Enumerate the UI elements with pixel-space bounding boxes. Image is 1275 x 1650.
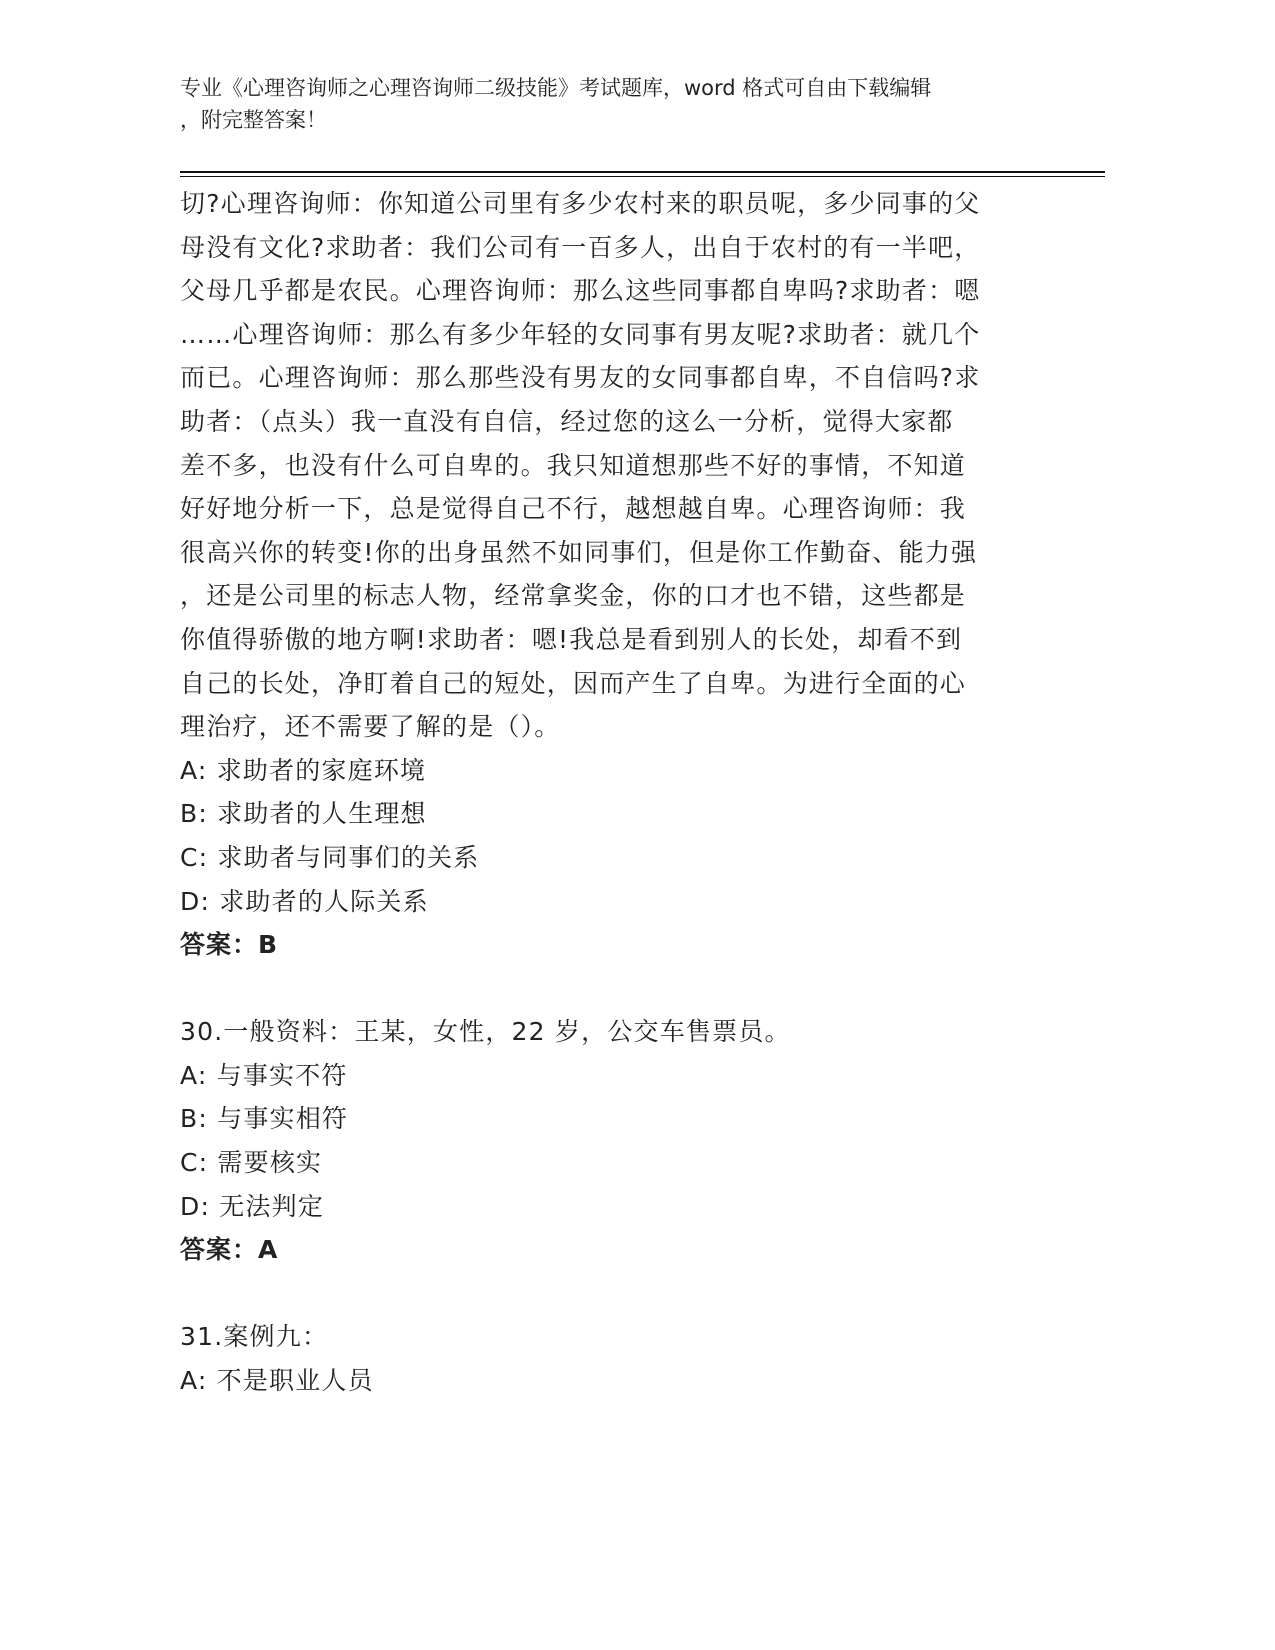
- option-b: B: 求助者的人生理想: [180, 799, 427, 829]
- question-stem-line: 你值得骄傲的地方啊!求助者：嗯!我总是看到别人的长处，却看不到: [180, 624, 963, 654]
- option-d: D: 无法判定: [180, 1191, 325, 1221]
- question-stem: 31.案例九：: [180, 1322, 329, 1352]
- question-stem-line: 切?心理咨询师：你知道公司里有多少农村来的职员呢，多少同事的父: [180, 189, 981, 218]
- question-stem-line: 父母几乎都是农民。心理咨询师：那么这些同事都自卑吗?求助者：嗯: [180, 276, 981, 306]
- question-stem-line: 差不多，也没有什么可自卑的。我只知道想那些不好的事情，不知道: [180, 450, 967, 480]
- question-stem-line: 很高兴你的转变!你的出身虽然不如同事们，但是你工作勤奋、能力强: [180, 537, 978, 567]
- answer: 答案：B: [180, 930, 279, 960]
- header-line-1: 专业《心理咨询师之心理咨询师二级技能》考试题库，word 格式可自由下载编辑: [180, 76, 932, 100]
- option-b: B: 与事实相符: [180, 1104, 349, 1134]
- question-stem-line: ……心理咨询师：那么有多少年轻的女同事有男友呢?求助者：就几个: [180, 319, 981, 349]
- question-stem-line: 助者：（点头）我一直没有自信，经过您的这么一分析，觉得大家都: [180, 406, 954, 436]
- question-stem-line: 而已。心理咨询师：那么那些没有男友的女同事都自卑，不自信吗?求: [180, 363, 981, 393]
- option-a: A: 与事实不符: [180, 1060, 348, 1090]
- document-body: [180, 182, 1080, 1403]
- question-stem-line: 好好地分析一下，总是觉得自己不行，越想越自卑。心理咨询师：我: [180, 494, 967, 524]
- question-31: [180, 1315, 1080, 1402]
- answer: 答案：A: [180, 1235, 279, 1265]
- document-header: [180, 72, 1040, 136]
- header-line-2: ，附完整答案！: [180, 108, 327, 132]
- question-stem-line: 自己的长处，净盯着自己的短处，因而产生了自卑。为进行全面的心: [180, 668, 967, 698]
- header-divider-thin: [180, 176, 1105, 177]
- option-c: C: 需要核实: [180, 1148, 323, 1178]
- question-stem-line: 母没有文化?求助者：我们公司有一百多人，出自于农村的有一半吧，: [180, 232, 981, 262]
- question-stem-line: 理治疗，还不需要了解的是（）。: [180, 712, 561, 742]
- option-a: A: 求助者的家庭环境: [180, 755, 427, 785]
- question-stem-line: ，还是公司里的标志人物，经常拿奖金，你的口才也不错，这些都是: [180, 581, 967, 611]
- option-d: D: 求助者的人际关系: [180, 886, 429, 916]
- header-divider-thick: [180, 171, 1105, 173]
- question-stem: 30.一般资料：王某，女性，22 岁，公交车售票员。: [180, 1017, 791, 1047]
- option-c: C: 求助者与同事们的关系: [180, 842, 480, 872]
- option-a: A: 不是职业人员: [180, 1366, 374, 1396]
- question-29: [180, 182, 1080, 967]
- question-30: [180, 1010, 1080, 1272]
